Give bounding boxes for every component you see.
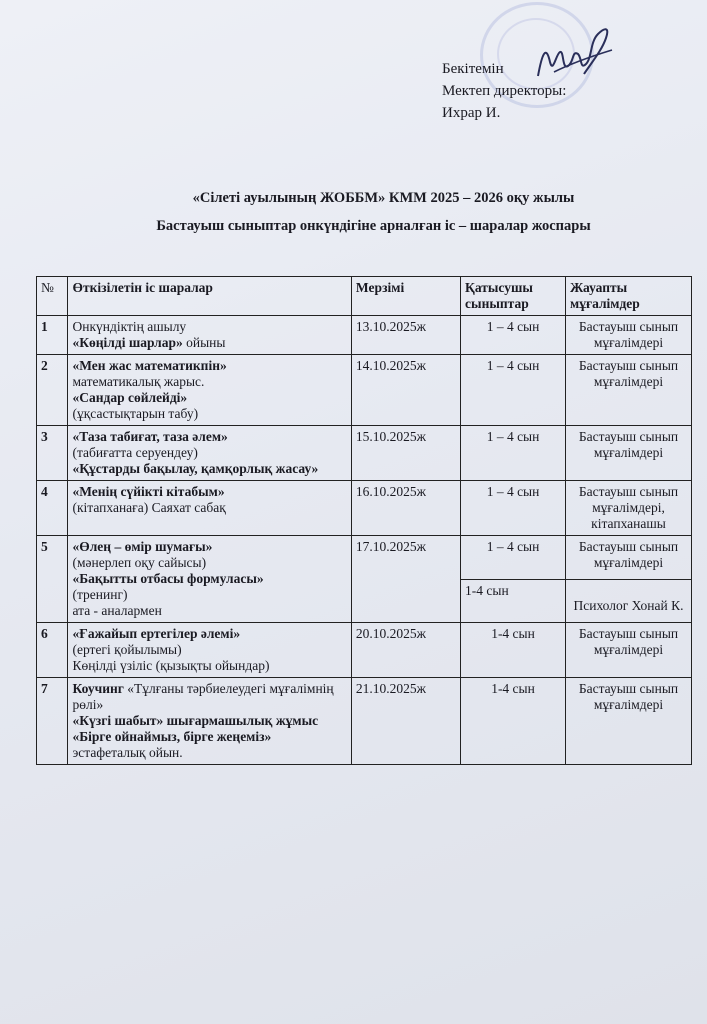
table-header-row bbox=[37, 277, 692, 316]
approval-block bbox=[442, 58, 566, 124]
event-line bbox=[72, 461, 346, 477]
event-title: «Бақытты отбасы формуласы» bbox=[72, 571, 264, 586]
event-title: «Менің сүйікті кітабым» bbox=[72, 484, 225, 499]
event-responsible: Бастауыш сынып мұғалімдері bbox=[566, 355, 692, 426]
event-responsible: Бастауыш сынып мұғалімдері bbox=[566, 623, 692, 678]
events-plan-table bbox=[36, 276, 692, 765]
event-line bbox=[72, 642, 346, 658]
event-line bbox=[72, 571, 346, 587]
event-line bbox=[72, 658, 346, 674]
event-line bbox=[72, 335, 346, 351]
row-number: 4 bbox=[37, 481, 68, 536]
row-number: 2 bbox=[37, 355, 68, 426]
event-date: 20.10.2025ж bbox=[351, 623, 460, 678]
event-title: «Мен жас математикпін» bbox=[72, 358, 227, 373]
header-num: № bbox=[37, 277, 68, 316]
table-row bbox=[37, 623, 692, 678]
event-line bbox=[72, 319, 346, 335]
event-responsible: Бастауыш сынып мұғалімдері bbox=[566, 316, 692, 355]
event-line bbox=[72, 484, 346, 500]
event-text: математикалық жарыс. bbox=[72, 374, 205, 389]
event-title: «Күзгі шабыт» шығармашылық жұмыс bbox=[72, 713, 319, 728]
event-cell bbox=[68, 481, 351, 536]
table-row bbox=[37, 536, 692, 580]
event-title: «Көңілді шарлар» bbox=[72, 335, 183, 350]
event-participants: 1-4 сын bbox=[461, 580, 566, 623]
event-date: 17.10.2025ж bbox=[351, 536, 460, 623]
event-participants: 1 – 4 сын bbox=[461, 316, 566, 355]
event-text: ата - аналармен bbox=[72, 603, 162, 618]
event-line bbox=[72, 626, 346, 642]
event-suffix: «Тұлғаны тәрбиелеудегі мұғалімнің рөлі» bbox=[72, 681, 334, 712]
event-title: Коучинг bbox=[72, 681, 124, 696]
event-responsible: Бастауыш сынып мұғалімдері bbox=[566, 678, 692, 765]
event-line bbox=[72, 429, 346, 445]
table-row bbox=[37, 426, 692, 481]
event-date: 15.10.2025ж bbox=[351, 426, 460, 481]
document-subtitle: Бастауыш сыныптар онкүндігіне арналған іс – шаралар жоспары bbox=[156, 218, 591, 234]
event-date: 21.10.2025ж bbox=[351, 678, 460, 765]
approval-label: Бекітемін bbox=[442, 61, 504, 77]
event-responsible: Бастауыш сынып мұғалімдері, кітапханашы bbox=[566, 481, 692, 536]
event-text: (мәнерлеп оқу сайысы) bbox=[72, 555, 207, 570]
event-line bbox=[72, 539, 346, 555]
row-number: 1 bbox=[37, 316, 68, 355]
event-participants: 1 – 4 сын bbox=[461, 481, 566, 536]
approval-name: Ихрар И. bbox=[442, 105, 501, 121]
event-text: (ұқсастықтарын табу) bbox=[72, 406, 199, 421]
event-title: «Таза табиғат, таза әлем» bbox=[72, 429, 228, 444]
event-participants: 1-4 сын bbox=[461, 623, 566, 678]
event-suffix: ойыны bbox=[182, 335, 226, 350]
event-responsible: Бастауыш сынып мұғалімдері bbox=[566, 536, 692, 580]
row-number: 3 bbox=[37, 426, 68, 481]
event-title: «Өлең – өмір шумағы» bbox=[72, 539, 213, 554]
event-text: (кітапханаға) Саяхат сабақ bbox=[72, 500, 226, 515]
header-responsible: Жауапты мұғалімдер bbox=[566, 277, 692, 316]
event-cell bbox=[68, 316, 351, 355]
event-title: «Ғажайып ертегілер әлемі» bbox=[72, 626, 241, 641]
event-line bbox=[72, 745, 346, 761]
event-line bbox=[72, 681, 346, 713]
header-date: Мерзімі bbox=[351, 277, 460, 316]
event-text: Онкүндіктің ашылу bbox=[72, 319, 187, 334]
row-number: 5 bbox=[37, 536, 68, 623]
event-line bbox=[72, 358, 346, 374]
event-title: «Сандар сөйлейді» bbox=[72, 390, 188, 405]
event-text: (табиғатта серуендеу) bbox=[72, 445, 198, 460]
header-event: Өткізілетін іс шаралар bbox=[68, 277, 351, 316]
row-number: 7 bbox=[37, 678, 68, 765]
event-title: «Құстарды бақылау, қамқорлық жасау» bbox=[72, 461, 319, 476]
event-cell bbox=[68, 536, 351, 623]
table-row bbox=[37, 355, 692, 426]
event-participants: 1 – 4 сын bbox=[461, 426, 566, 481]
event-line bbox=[72, 603, 346, 619]
approval-position: Мектеп директоры: bbox=[442, 83, 567, 99]
header-participants: Қатысушы сыныптар bbox=[461, 277, 566, 316]
event-text: эстафеталық ойын. bbox=[72, 745, 183, 760]
event-date: 16.10.2025ж bbox=[351, 481, 460, 536]
table-row bbox=[37, 481, 692, 536]
event-text: (тренинг) bbox=[72, 587, 128, 602]
event-line bbox=[72, 713, 346, 729]
event-text: (ертегі қойылымы) bbox=[72, 642, 182, 657]
event-line bbox=[72, 555, 346, 571]
event-responsible: Бастауыш сынып мұғалімдері bbox=[566, 426, 692, 481]
event-cell bbox=[68, 623, 351, 678]
event-text: Көңілді үзіліс (қызықты ойындар) bbox=[72, 658, 270, 673]
event-date: 13.10.2025ж bbox=[351, 316, 460, 355]
event-participants: 1-4 сын bbox=[461, 678, 566, 765]
event-line bbox=[72, 390, 346, 406]
event-line bbox=[72, 374, 346, 390]
event-line bbox=[72, 729, 346, 745]
table-row bbox=[37, 316, 692, 355]
row-number: 6 bbox=[37, 623, 68, 678]
document-title: «Сілеті ауылының ЖОББМ» КММ 2025 – 2026 оқу жылы bbox=[192, 190, 575, 206]
event-cell bbox=[68, 426, 351, 481]
table-row bbox=[37, 678, 692, 765]
event-title: «Бірге ойнаймыз, бірге жеңеміз» bbox=[72, 729, 272, 744]
event-cell bbox=[68, 355, 351, 426]
event-responsible: Психолог Хонай К. bbox=[566, 580, 692, 623]
event-participants: 1 – 4 сын bbox=[461, 355, 566, 426]
event-line bbox=[72, 445, 346, 461]
event-date: 14.10.2025ж bbox=[351, 355, 460, 426]
event-line bbox=[72, 406, 346, 422]
event-line bbox=[72, 587, 346, 603]
event-cell bbox=[68, 678, 351, 765]
event-participants: 1 – 4 сын bbox=[461, 536, 566, 580]
event-line bbox=[72, 500, 346, 516]
